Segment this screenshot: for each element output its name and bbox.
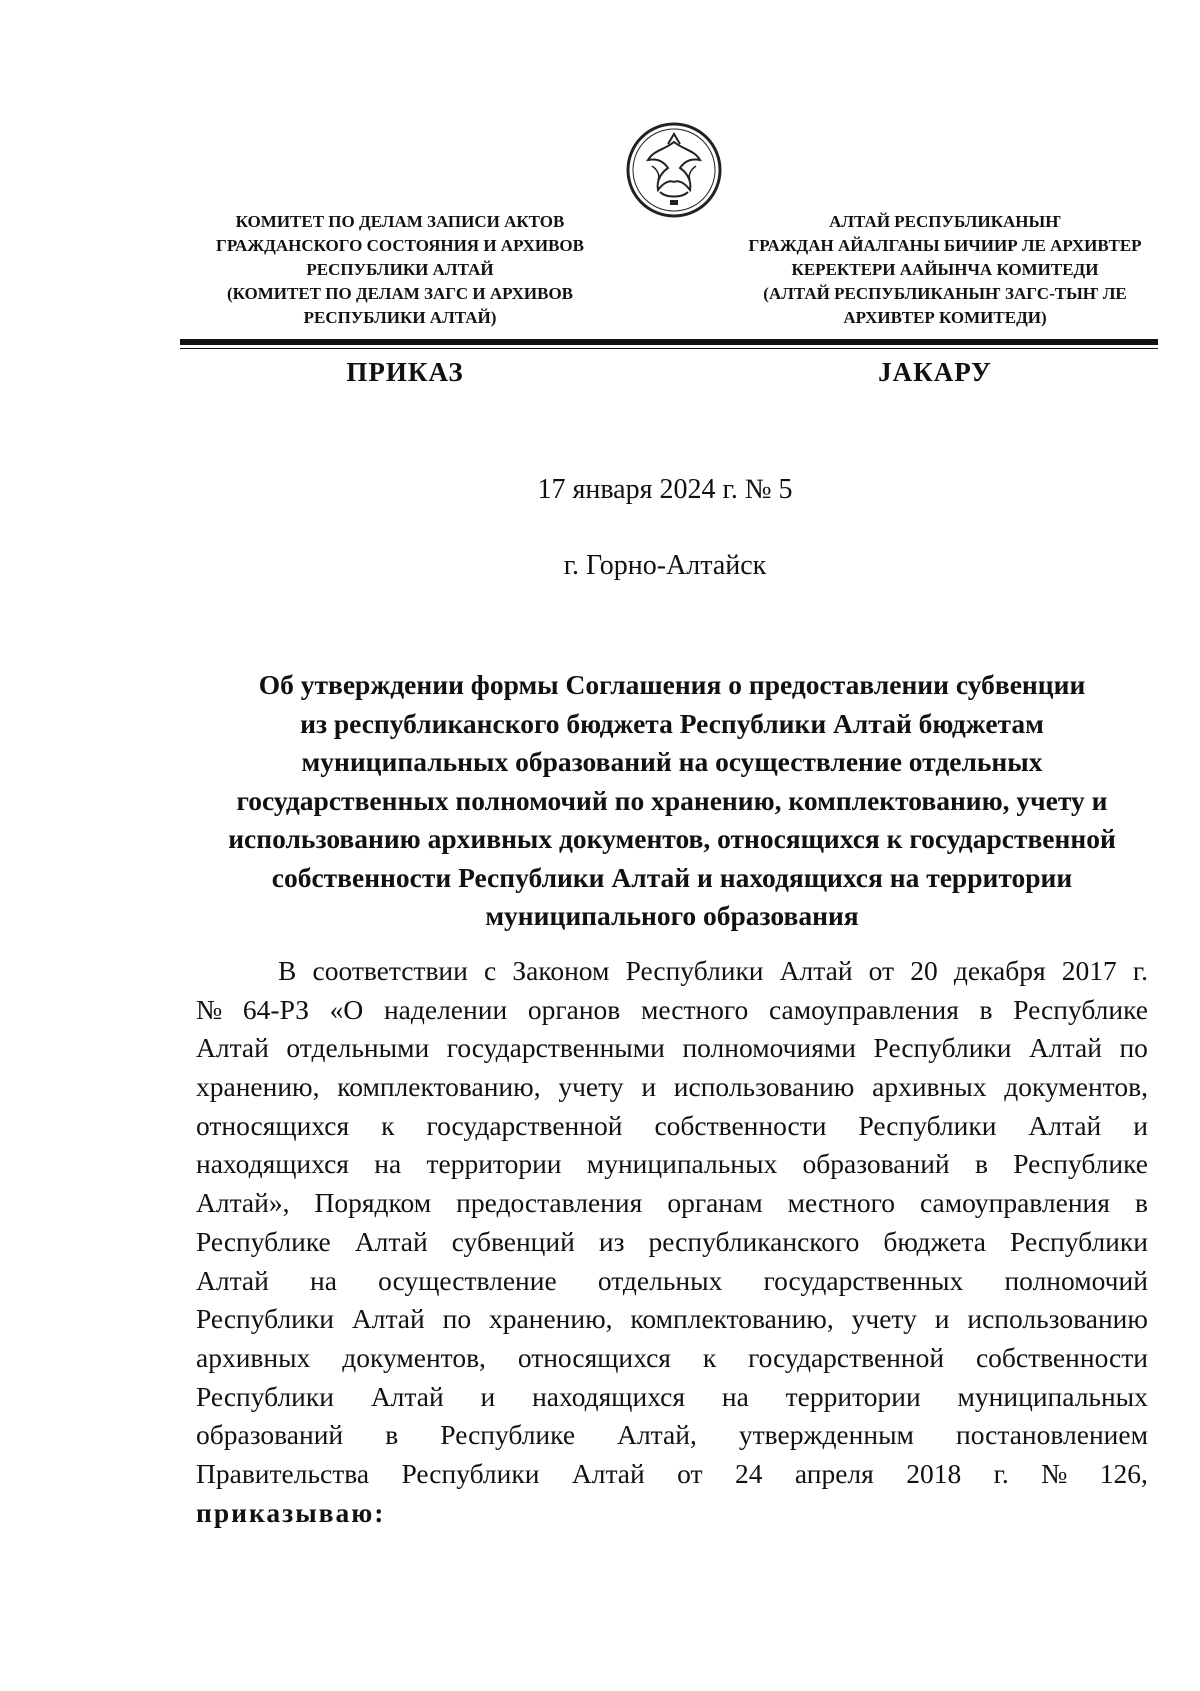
body-word: 24 [734, 1457, 763, 1489]
body-word: архивных [872, 1071, 987, 1103]
body-word: полномочий [1004, 1264, 1148, 1296]
body-word: местного [787, 1187, 895, 1219]
body-line [196, 991, 1148, 1030]
body-word: Порядком [314, 1187, 432, 1219]
body-word: документов, [342, 1341, 486, 1373]
body-word: Алтай [779, 955, 853, 986]
body-word: в [974, 1148, 988, 1180]
body-word: № [1041, 1457, 1068, 1489]
body-line [196, 952, 1148, 991]
body-word: к [381, 1109, 395, 1141]
body-word: В [278, 955, 297, 986]
header-left-line: (КОМИТЕТ ПО ДЕЛАМ ЗАГС И АРХИВОВ [226, 284, 574, 303]
body-word: хранению, [489, 1303, 613, 1335]
body-word: 64-РЗ [242, 993, 309, 1025]
body-word: Республики [1010, 1225, 1148, 1257]
body-word: отдельных [597, 1264, 723, 1296]
header-right-line: АРХИВТЕР КОМИТЕДИ) [843, 308, 1047, 327]
title-line: муниципального образования [485, 900, 859, 931]
body-word: осуществление [378, 1264, 557, 1296]
body-word: Республики [196, 1303, 334, 1335]
header-left-line: КОМИТЕТ ПО ДЕЛАМ ЗАПИСИ АКТОВ [235, 212, 565, 231]
body-word: относящихся [196, 1109, 350, 1141]
body-word: использованию [967, 1303, 1148, 1335]
body-word: утвержденным [738, 1419, 914, 1451]
committee-name-russian [190, 210, 610, 330]
order-title [196, 666, 1148, 936]
body-line [196, 1145, 1148, 1184]
body-line [196, 1416, 1148, 1455]
header-right-line: АЛТАЙ РЕСПУБЛИКАНЫҤ [829, 212, 1061, 231]
body-word: самоуправления [768, 993, 959, 1025]
body-word: Республике [1013, 993, 1148, 1025]
body-word: территории [785, 1380, 921, 1412]
body-word: учету [851, 1303, 917, 1335]
body-word: Республике [440, 1419, 576, 1451]
body-word: и [480, 1380, 496, 1412]
order-city: г. Горно-Алтайск [563, 550, 767, 581]
body-word: государственной [426, 1109, 623, 1141]
header-left-line: ГРАЖДАНСКОГО СОСТОЯНИЯ И АРХИВОВ [216, 236, 584, 255]
body-word: в [1134, 1187, 1148, 1219]
title-line: из республиканского бюджета Республики Алтай бюджетам [300, 707, 1044, 739]
body-word: 20 [910, 955, 938, 986]
body-word: субвенций [451, 1225, 575, 1257]
body-word: из [598, 1225, 625, 1257]
body-line [196, 1107, 1148, 1146]
body-word: Республики [401, 1457, 540, 1489]
body-word: и [641, 1071, 657, 1103]
body-word: Законом [512, 955, 610, 986]
body-word: Алтай [196, 1264, 269, 1296]
body-word: Правительства [196, 1457, 370, 1489]
body-word: образований [802, 1148, 950, 1180]
header-right-line: КЕРЕКТЕРИ ААЙЫНЧА КОМИТЕДИ [791, 260, 1099, 279]
body-line [196, 1068, 1148, 1107]
body-word: Республики [858, 1109, 997, 1141]
order-body-paragraph [196, 952, 1148, 1532]
body-word: от [868, 955, 895, 986]
body-line [196, 1455, 1148, 1494]
body-word: государственных [763, 1264, 964, 1296]
body-line [196, 1262, 1148, 1301]
body-word: хранению, [196, 1071, 320, 1103]
header-left-line: РЕСПУБЛИКИ АЛТАЙ [306, 260, 494, 279]
header-divider-thick [180, 339, 1158, 345]
body-word: Алтай [370, 1380, 444, 1412]
body-word: Республики [873, 1032, 1012, 1064]
body-word: комплектованию, [630, 1303, 834, 1335]
decree-word: приказываю: [196, 1496, 386, 1528]
body-word: на [310, 1264, 337, 1296]
header-divider-thin [180, 348, 1158, 349]
body-word: Алтай [1029, 1032, 1102, 1064]
body-word: документов, [1004, 1071, 1148, 1103]
body-word: находящихся [196, 1148, 349, 1180]
body-word: местного [640, 993, 749, 1025]
body-word: предоставления [456, 1187, 643, 1219]
body-word: государственными [446, 1032, 665, 1064]
body-word: Алтай, [617, 1419, 697, 1451]
body-word: комплектованию, [337, 1071, 541, 1103]
body-word: 126, [1099, 1457, 1148, 1489]
body-word: г. [1132, 955, 1148, 986]
body-word: № [196, 993, 223, 1025]
body-word: постановлением [956, 1419, 1148, 1451]
title-line: собственности Республики Алтай и находящихся на территории [271, 861, 1073, 893]
coat-of-arms-emblem [624, 120, 724, 220]
body-word: Республике [196, 1225, 331, 1257]
body-word: Алтай [196, 1032, 269, 1064]
body-word: 2017 [1061, 955, 1117, 986]
committee-name-altai [725, 210, 1165, 330]
body-word: «О [329, 993, 364, 1025]
body-word: Алтай [571, 1457, 645, 1489]
body-word: от [677, 1457, 703, 1489]
body-word: наделении [383, 993, 508, 1025]
body-word: с [484, 955, 497, 986]
title-line: использованию архивных документов, относящихся к государственной [228, 823, 1116, 854]
title-line: муниципальных образований на осуществление отдельных [301, 746, 1043, 777]
order-date-number: 17 января 2024 г. № 5 [537, 474, 793, 505]
body-line [196, 1300, 1148, 1339]
body-word: Республике [1013, 1148, 1148, 1180]
body-word: 2018 [906, 1457, 962, 1489]
body-word: в [385, 1419, 399, 1451]
title-line: Об утверждении формы Соглашения о предоставлении субвенции [258, 669, 1086, 700]
header-right-line: (АЛТАЙ РЕСПУБЛИКАНЫҤ ЗАГС-ТЫҤ ЛЕ [763, 284, 1127, 303]
body-word: архивных [196, 1341, 311, 1373]
body-word: на [721, 1380, 749, 1412]
body-word: Алтай [354, 1225, 428, 1257]
body-word: относящихся [517, 1341, 671, 1373]
header-left-line: РЕСПУБЛИКИ АЛТАЙ) [303, 308, 497, 327]
body-word: и [1133, 1109, 1148, 1141]
body-word: муниципальных [586, 1148, 778, 1180]
header-right-line: ГРАЖДАН АЙАЛГАНЫ БИЧИИР ЛЕ АРХИВТЕР [748, 236, 1142, 255]
body-line [196, 1029, 1148, 1068]
body-word: Республики [196, 1380, 334, 1412]
body-word: по [442, 1303, 472, 1335]
body-word: отдельными [286, 1032, 430, 1064]
body-word: декабря [953, 955, 1046, 986]
body-word: образований [196, 1419, 344, 1451]
title-line: государственных полномочий по хранению, комплектованию, учету и [236, 784, 1108, 816]
body-word: самоуправления [920, 1187, 1110, 1219]
body-word: Республики [625, 955, 764, 986]
body-word: учету [558, 1071, 624, 1103]
body-word: Алтай [1028, 1109, 1102, 1141]
body-word: использованию [673, 1071, 855, 1103]
body-word: органам [667, 1187, 763, 1219]
body-line [196, 1339, 1148, 1378]
body-word: Алтай [351, 1303, 425, 1335]
body-word: г. [993, 1457, 1009, 1489]
body-word: полномочиями [682, 1032, 856, 1064]
body-word: в [979, 993, 993, 1025]
body-line [196, 1378, 1148, 1417]
body-word: бюджета [883, 1225, 986, 1257]
body-word: Алтай», [196, 1187, 290, 1219]
order-label-altai: ЈАКАРУ [878, 357, 992, 387]
body-word: республиканского [648, 1225, 860, 1257]
body-word: на [374, 1148, 402, 1180]
body-word: и [934, 1303, 950, 1335]
body-word: собственности [654, 1109, 827, 1141]
body-word: собственности [975, 1341, 1148, 1373]
body-word: муниципальных [957, 1380, 1148, 1412]
body-word: соответствии [312, 955, 468, 986]
body-word: к [702, 1341, 717, 1373]
body-word: территории [426, 1148, 562, 1180]
order-label-russian: ПРИКАЗ [346, 357, 464, 387]
body-line [196, 1223, 1148, 1262]
body-word: находящихся [532, 1380, 686, 1412]
body-word: по [1119, 1032, 1148, 1064]
body-word: государственной [748, 1341, 945, 1373]
body-word: органов [527, 993, 621, 1025]
body-word: апреля [794, 1457, 874, 1489]
body-line [196, 1184, 1148, 1223]
